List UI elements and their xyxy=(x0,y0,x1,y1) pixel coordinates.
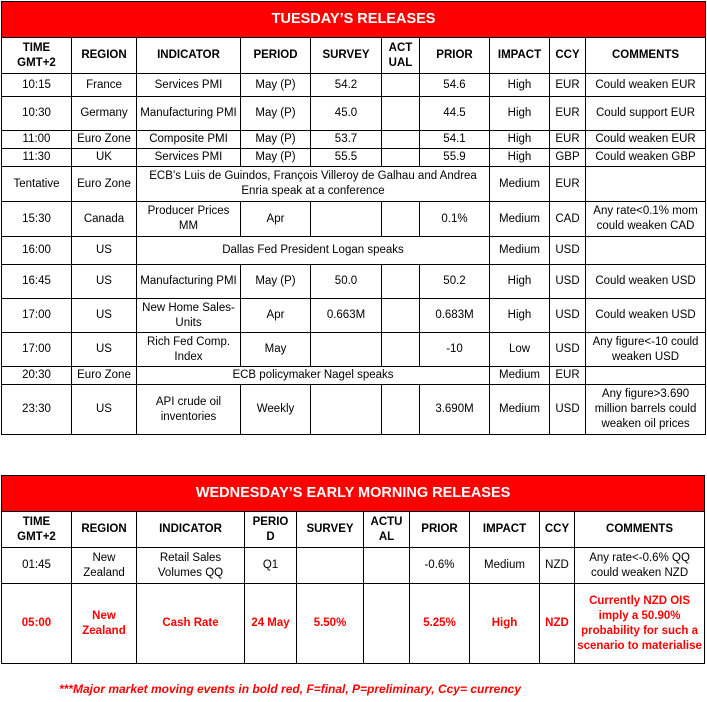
time-cell: 17:00 xyxy=(2,333,72,367)
impact-cell: High xyxy=(490,74,550,97)
survey-cell: 5.50% xyxy=(297,584,364,664)
period-cell: May xyxy=(241,333,311,367)
header-prior: PRIOR xyxy=(410,512,470,548)
indicator-cell: Services PMI xyxy=(137,149,241,167)
table-row xyxy=(2,131,706,149)
table-row-major-event xyxy=(2,584,705,664)
actual-cell xyxy=(382,333,420,367)
actual-cell xyxy=(382,74,420,97)
time-cell: 01:45 xyxy=(2,548,72,584)
prior-cell: -10 xyxy=(420,333,490,367)
header-actual: ACT UAL xyxy=(382,38,420,74)
prior-cell: 54.6 xyxy=(420,74,490,97)
survey-cell xyxy=(311,202,382,237)
period-cell: Apr xyxy=(241,202,311,237)
indicator-cell: Producer Prices MM xyxy=(137,202,241,237)
table-row xyxy=(2,74,706,97)
period-cell: May (P) xyxy=(241,74,311,97)
region-cell: France xyxy=(72,74,137,97)
header-impact: IMPACT xyxy=(470,512,540,548)
period-cell: 24 May xyxy=(245,584,297,664)
tuesday-title-row xyxy=(2,2,706,38)
comments-cell: Could weaken USD xyxy=(586,265,706,299)
time-cell: 16:00 xyxy=(2,237,72,265)
period-cell: Weekly xyxy=(241,385,311,435)
prior-cell: 0.683M xyxy=(420,299,490,333)
prior-cell: 50.2 xyxy=(420,265,490,299)
prior-cell: 44.5 xyxy=(420,97,490,131)
header-region: REGION xyxy=(72,512,137,548)
actual-cell xyxy=(382,149,420,167)
table-row xyxy=(2,367,706,385)
region-cell: Canada xyxy=(72,202,137,237)
region-cell: US xyxy=(72,265,137,299)
actual-cell xyxy=(382,299,420,333)
indicator-cell: Rich Fed Comp. Index xyxy=(137,333,241,367)
prior-cell: 54.1 xyxy=(420,131,490,149)
survey-cell: 53.7 xyxy=(311,131,382,149)
region-cell: Euro Zone xyxy=(72,367,137,385)
table-row xyxy=(2,149,706,167)
survey-cell: 0.663M xyxy=(311,299,382,333)
wednesday-title-row xyxy=(2,476,705,512)
comments-cell: Could weaken EUR xyxy=(586,74,706,97)
survey-cell: 55.5 xyxy=(311,149,382,167)
comments-cell xyxy=(586,237,706,265)
table-row xyxy=(2,202,706,237)
comments-cell: Any figure<-10 could weaken USD xyxy=(586,333,706,367)
header-survey: SURVEY xyxy=(311,38,382,74)
survey-cell: 45.0 xyxy=(311,97,382,131)
indicator-cell: Manufacturing PMI xyxy=(137,265,241,299)
time-cell: 10:15 xyxy=(2,74,72,97)
table-row xyxy=(2,97,706,131)
indicator-cell: Cash Rate xyxy=(137,584,245,664)
header-period: PERIO D xyxy=(245,512,297,548)
time-cell: 17:00 xyxy=(2,299,72,333)
region-cell: US xyxy=(72,385,137,435)
comments-cell: Any figure>3.690 million barrels could weaken oil prices xyxy=(586,385,706,435)
region-cell: Euro Zone xyxy=(72,131,137,149)
prior-cell: 5.25% xyxy=(410,584,470,664)
period-cell: May (P) xyxy=(241,97,311,131)
impact-cell: Medium xyxy=(490,385,550,435)
impact-cell: Low xyxy=(490,333,550,367)
prior-cell: -0.6% xyxy=(410,548,470,584)
indicator-cell: Services PMI xyxy=(137,74,241,97)
tuesday-releases-section xyxy=(1,1,706,435)
time-cell: 05:00 xyxy=(2,584,72,664)
region-cell: Germany xyxy=(72,97,137,131)
impact-cell: High xyxy=(490,149,550,167)
time-cell: 23:30 xyxy=(2,385,72,435)
indicator-cell: New Home Sales-Units xyxy=(137,299,241,333)
impact-cell: High xyxy=(490,131,550,149)
tuesday-header-row xyxy=(2,38,706,74)
ccy-cell: EUR xyxy=(550,74,586,97)
ccy-cell: CAD xyxy=(550,202,586,237)
ccy-cell: NZD xyxy=(540,548,575,584)
comments-cell: Could support EUR xyxy=(586,97,706,131)
time-cell: 11:30 xyxy=(2,149,72,167)
comments-cell: Could weaken EUR xyxy=(586,131,706,149)
ccy-cell: EUR xyxy=(550,97,586,131)
header-actual: ACTU AL xyxy=(364,512,410,548)
ccy-cell: USD xyxy=(550,237,586,265)
tuesday-releases-table xyxy=(1,1,706,435)
wednesday-releases-section xyxy=(1,475,705,664)
actual-cell xyxy=(382,385,420,435)
header-prior: PRIOR xyxy=(420,38,490,74)
comments-cell xyxy=(586,167,706,202)
table-row xyxy=(2,385,706,435)
time-cell: 20:30 xyxy=(2,367,72,385)
indicator-cell: Manufacturing PMI xyxy=(137,97,241,131)
tuesday-title: TUESDAY’S RELEASES xyxy=(2,2,706,38)
prior-cell: 55.9 xyxy=(420,149,490,167)
ccy-cell: USD xyxy=(550,265,586,299)
time-cell: 15:30 xyxy=(2,202,72,237)
indicator-cell: API crude oil inventories xyxy=(137,385,241,435)
region-cell: New Zealand xyxy=(72,548,137,584)
wednesday-title: WEDNESDAY’S EARLY MORNING RELEASES xyxy=(2,476,705,512)
impact-cell: Medium xyxy=(490,367,550,385)
legend-footnote: ***Major market moving events in bold red, F=final, P=preliminary, Ccy= currency xyxy=(58,682,522,696)
survey-cell: 54.2 xyxy=(311,74,382,97)
event-cell: Dallas Fed President Logan speaks xyxy=(137,237,490,265)
header-comments: COMMENTS xyxy=(586,38,706,74)
ccy-cell: USD xyxy=(550,299,586,333)
time-cell: 11:00 xyxy=(2,131,72,149)
event-cell: ECB policymaker Nagel speaks xyxy=(137,367,490,385)
period-cell: May (P) xyxy=(241,131,311,149)
comments-cell: Any rate<-0.6% QQ could weaken NZD xyxy=(575,548,705,584)
table-row xyxy=(2,548,705,584)
header-indicator: INDICATOR xyxy=(137,512,245,548)
impact-cell: High xyxy=(490,97,550,131)
indicator-cell: Retail Sales Volumes QQ xyxy=(137,548,245,584)
actual-cell xyxy=(364,548,410,584)
comments-cell xyxy=(586,367,706,385)
ccy-cell: GBP xyxy=(550,149,586,167)
region-cell: UK xyxy=(72,149,137,167)
impact-cell: Medium xyxy=(490,202,550,237)
region-cell: US xyxy=(72,237,137,265)
comments-cell: Could weaken USD xyxy=(586,299,706,333)
comments-cell: Any rate<0.1% mom could weaken CAD xyxy=(586,202,706,237)
ccy-cell: EUR xyxy=(550,367,586,385)
region-cell: New Zealand xyxy=(72,584,137,664)
table-row xyxy=(2,167,706,202)
ccy-cell: EUR xyxy=(550,167,586,202)
comments-cell: Currently NZD OIS imply a 50.90% probability for such a scenario to materialise xyxy=(575,584,705,664)
actual-cell xyxy=(382,131,420,149)
header-time: TIME GMT+2 xyxy=(2,38,72,74)
ccy-cell: NZD xyxy=(540,584,575,664)
region-cell: US xyxy=(72,333,137,367)
period-cell: Apr xyxy=(241,299,311,333)
actual-cell xyxy=(364,584,410,664)
prior-cell: 0.1% xyxy=(420,202,490,237)
impact-cell: Medium xyxy=(490,237,550,265)
header-indicator: INDICATOR xyxy=(137,38,241,74)
header-comments: COMMENTS xyxy=(575,512,705,548)
survey-cell xyxy=(311,333,382,367)
actual-cell xyxy=(382,202,420,237)
table-row xyxy=(2,265,706,299)
impact-cell: Medium xyxy=(470,548,540,584)
time-cell: Tentative xyxy=(2,167,72,202)
region-cell: Euro Zone xyxy=(72,167,137,202)
time-cell: 16:45 xyxy=(2,265,72,299)
period-cell: May (P) xyxy=(241,149,311,167)
event-cell: ECB’s Luis de Guindos, François Villeroy de Galhau and Andrea Enria speak at a conference xyxy=(137,167,490,202)
impact-cell: High xyxy=(490,265,550,299)
header-impact: IMPACT xyxy=(490,38,550,74)
impact-cell: High xyxy=(490,299,550,333)
actual-cell xyxy=(382,265,420,299)
table-row xyxy=(2,333,706,367)
header-ccy: CCY xyxy=(540,512,575,548)
survey-cell xyxy=(297,548,364,584)
table-row xyxy=(2,237,706,265)
impact-cell: Medium xyxy=(490,167,550,202)
header-region: REGION xyxy=(72,38,137,74)
header-ccy: CCY xyxy=(550,38,586,74)
indicator-cell: Composite PMI xyxy=(137,131,241,149)
header-time: TIME GMT+2 xyxy=(2,512,72,548)
impact-cell: High xyxy=(470,584,540,664)
region-cell: US xyxy=(72,299,137,333)
ccy-cell: USD xyxy=(550,333,586,367)
wednesday-releases-table xyxy=(1,475,705,664)
table-row xyxy=(2,299,706,333)
prior-cell: 3.690M xyxy=(420,385,490,435)
actual-cell xyxy=(382,97,420,131)
period-cell: Q1 xyxy=(245,548,297,584)
ccy-cell: USD xyxy=(550,385,586,435)
ccy-cell: EUR xyxy=(550,131,586,149)
header-survey: SURVEY xyxy=(297,512,364,548)
survey-cell xyxy=(311,385,382,435)
period-cell: May (P) xyxy=(241,265,311,299)
time-cell: 10:30 xyxy=(2,97,72,131)
header-period: PERIOD xyxy=(241,38,311,74)
comments-cell: Could weaken GBP xyxy=(586,149,706,167)
survey-cell: 50.0 xyxy=(311,265,382,299)
wednesday-header-row xyxy=(2,512,705,548)
